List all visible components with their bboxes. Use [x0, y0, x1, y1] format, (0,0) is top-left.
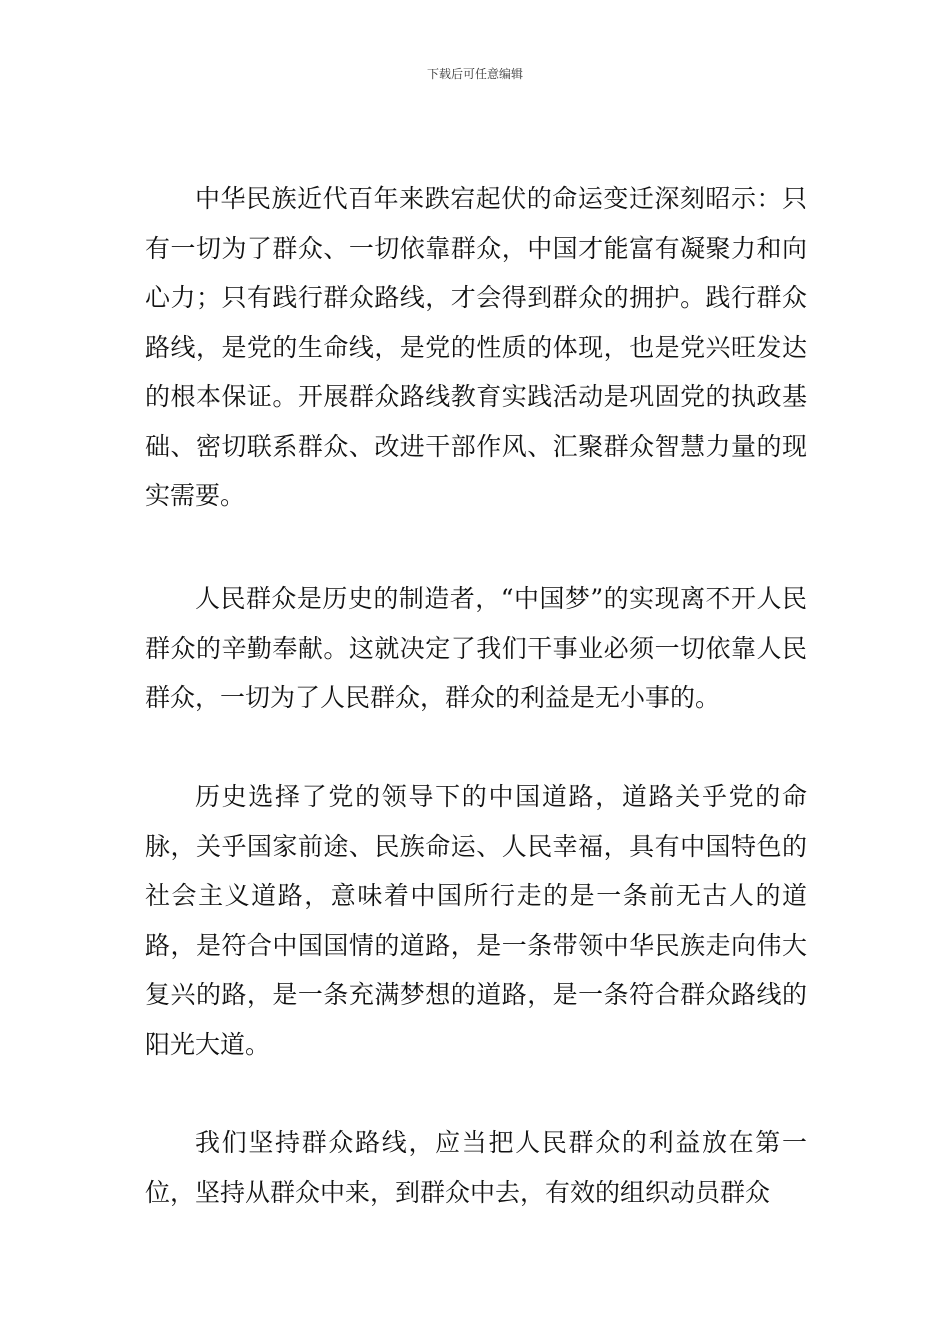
paragraph-text: 历史选择了党的领导下的中国道路，道路关乎党的命脉，关乎国家前途、民族命运、人民幸福，具有中国特色的社会主义道路，意味着中国所行走的是一条前无古人的道路，是符合中国国情的道路，是一条带领中华民族走向伟大复兴的路，是一条充满梦想的道路，是一条符合群众路线的阳光大道。 [145, 782, 807, 1059]
paragraph-text: 我们坚持群众路线，应当把人民群众的利益放在第一位，坚持从群众中来，到群众中去，有效的组织动员群众 [145, 1128, 807, 1207]
paragraph-text: 人民群众是历史的制造者，“中国梦”的实现离不开人民群众的辛勤奉献。这就决定了我们干事业必须一切依靠人民群众，一切为了人民群众，群众的利益是无小事的。 [145, 584, 807, 712]
paragraph-4 [145, 1118, 807, 1218]
header-note: 下载后可任意编辑 [426, 67, 523, 81]
paragraph-2 [145, 574, 807, 723]
paragraph-1 [145, 174, 807, 521]
paragraph-3 [145, 772, 807, 1069]
paragraph-text: 中华民族近代百年来跌宕起伏的命运变迁深刻昭示：只有一切为了群众、一切依靠群众，中国才能富有凝聚力和向心力；只有践行群众路线，才会得到群众的拥护。践行群众路线，是党的生命线，是党的性质的体现，也是党兴旺发达的根本保证。开展群众路线教育实践活动是巩固党的执政基础、密切联系群众、改进干部作风、汇聚群众智慧力量的现实需要。 [145, 184, 807, 510]
